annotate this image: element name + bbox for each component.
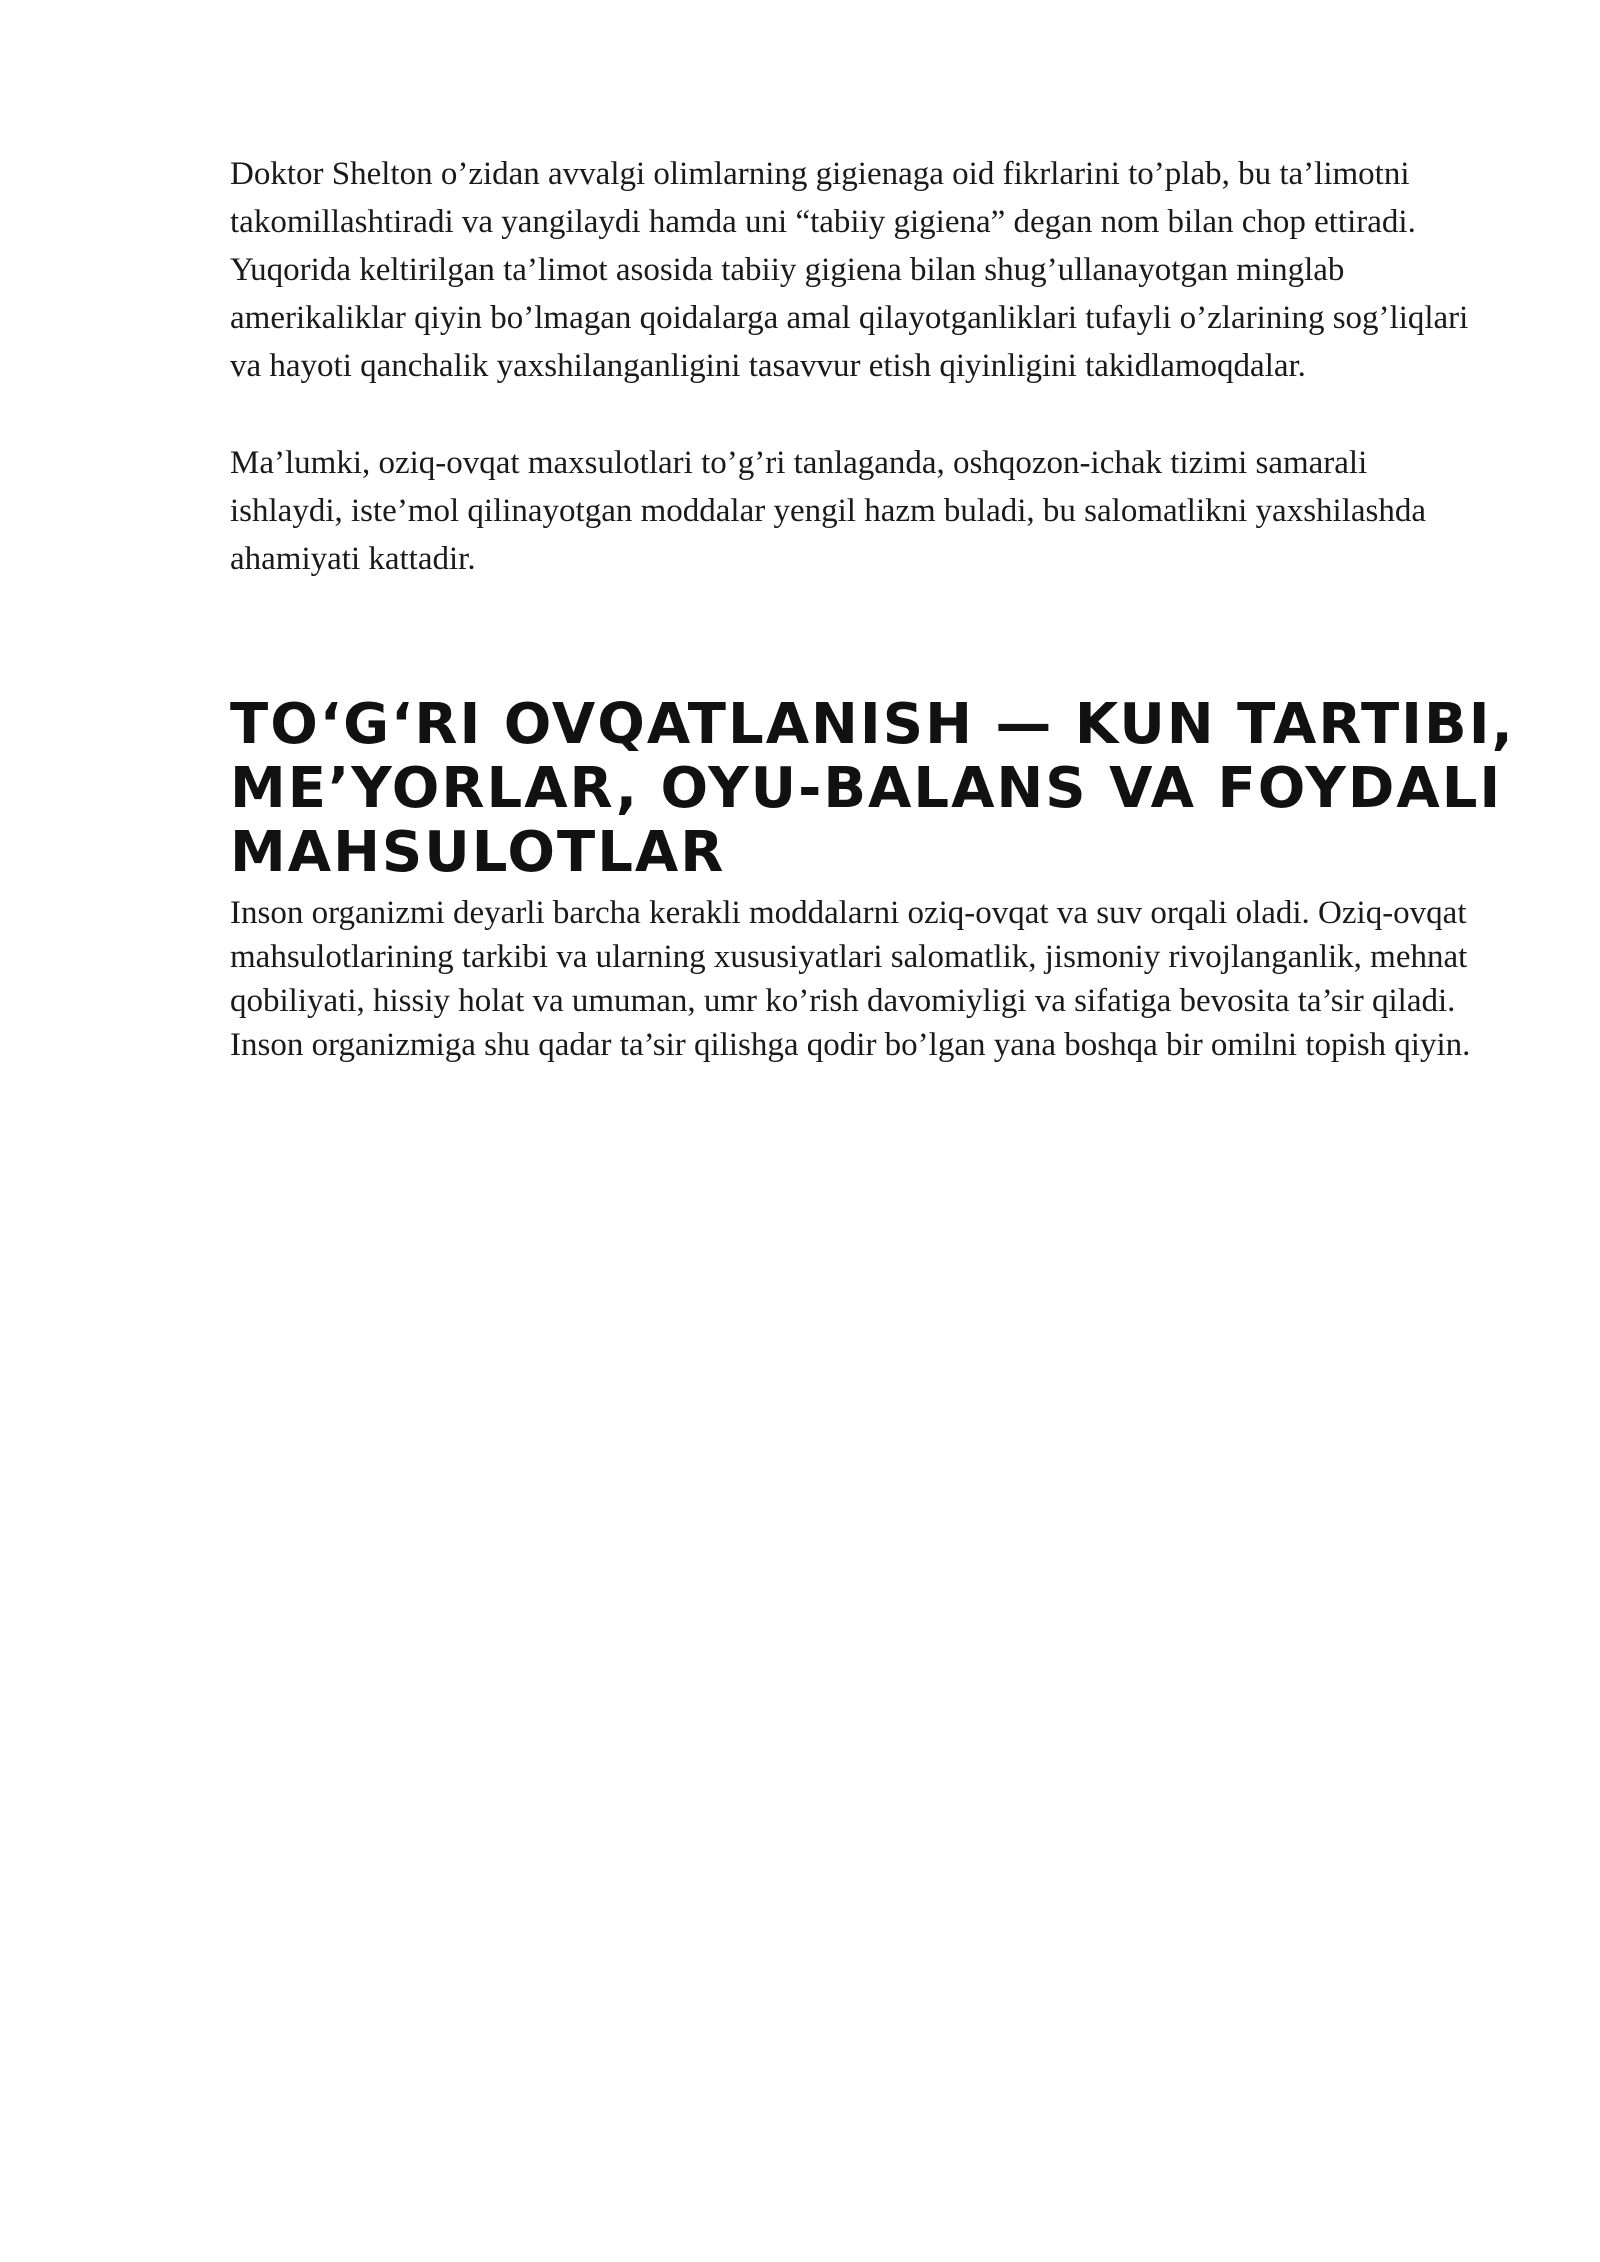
paragraph-human-body: Inson organizmi deyarli barcha kerakli moddalarni oziq-ovqat va suv orqali oladi. Oziq-ovqat mahsulotlarining tarkibi va ularning xususiyatlari salomatlik, jismoniy rivojlanganlik, mehnat qobiliyati, hissiy holat va umuman, umr ko’rish davomiyligi va sifatiga bevosita ta’sir qiladi. Inson organizmiga shu qadar ta’sir qilishga qodir bo’lgan yana boshqa bir omilni topish qiyin. <box>230 895 1471 1063</box>
paragraph-food-products: Ma’lumki, oziq-ovqat maxsulotlari to’g’ri tanlaganda, oshqozon-ichak tizimi samarali ishlaydi, iste’mol qilinayotgan moddalar yengil hazm buladi, bu salomatlikni yaxshilashda ahamiyati kattadir. <box>230 445 1427 577</box>
paragraph-shelton: Doktor Shelton o’zidan avvalgi olimlarning gigienaga oid fikrlarini to’plab, bu ta’limotni takomillashtiradi va yangilaydi hamda uni “tabiiy gigiena” degan nom bilan chop ettiradi. Yuqorida keltirilgan ta’limot asosida tabiiy gigiena bilan shug’ullanayotgan minglab amerikaliklar qiyin bo’lmagan qoidalarga amal qilayotganliklari tufayli o’zlarining sog’liqlari va hayoti qanchalik yaxshilanganligini tasavvur etish qiyinligini takidlamoqdalar. <box>230 156 1469 384</box>
section-heading: TO‘G‘RI OVQATLANISH — KUN TARTIBI, ME’YORLAR, OYU-BALANS VA FOYDALI MAHSULOTLAR <box>230 692 1515 885</box>
document-page <box>230 150 1530 1067</box>
